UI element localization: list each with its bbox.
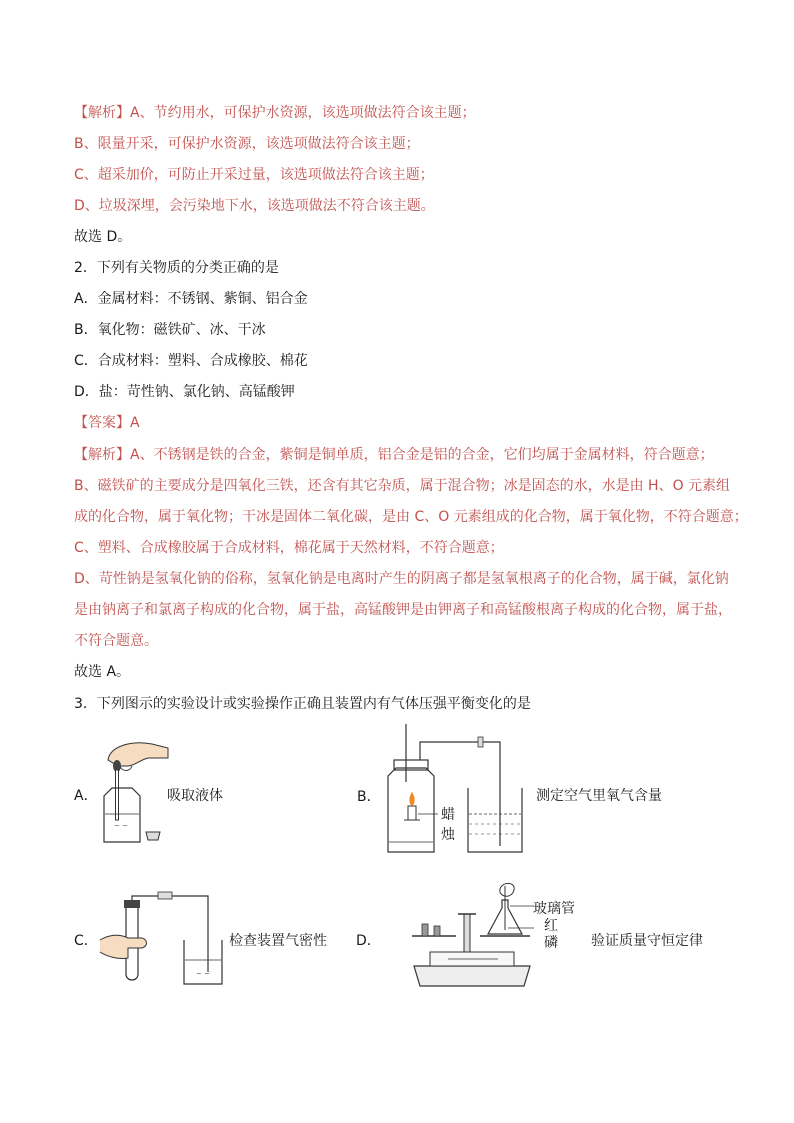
question-2-option-b: B．氧化物：磁铁矿、冰、干冰	[74, 322, 266, 338]
option-d-tube-label: 玻璃管	[533, 901, 575, 917]
svg-text:~ ~: ~ ~	[196, 970, 210, 978]
question-2-analysis-line-4: C、塑料、合成橡胶属于合成材料，棉花属于天然材料，不符合题意；	[74, 540, 504, 556]
option-b-candle-label-2: 烛	[441, 827, 455, 843]
question-2-answer	[74, 413, 140, 433]
question-2-analysis-line-2: B、磁铁矿的主要成分是四氧化三铁，还含有其它杂质，属于混合物；冰是固态的水，水是由 H、O 元素组	[74, 478, 731, 494]
option-b-label: B．	[357, 789, 381, 805]
airtightness-check-figure	[98, 894, 226, 988]
svg-text:~ ~: ~ ~	[114, 822, 128, 830]
option-a-label: A．	[74, 788, 98, 804]
question-2-analysis-line-7: 不符合题意。	[74, 633, 158, 649]
analysis-tag: 【解析】	[74, 447, 130, 463]
analysis-1-line-a	[74, 103, 476, 123]
question-2-analysis-line-6: 是由钠离子和氯离子构成的化合物，属于盐，高锰酸钾是由钾离子和高锰酸根离子构成的化合物，属于盐，	[74, 602, 732, 618]
option-b-caption: 测定空气里氧气含量	[536, 788, 662, 804]
analysis-tag: 【解析】	[74, 105, 130, 121]
option-d-phosphorus-label-2: 磷	[544, 935, 558, 951]
question-2-analysis-line-1	[74, 445, 714, 465]
option-d-caption: 验证质量守恒定律	[591, 933, 703, 949]
answer-value: A	[130, 415, 140, 431]
balance-flask-figure	[408, 878, 536, 990]
option-d-phosphorus-label-1: 红	[544, 918, 558, 934]
analysis-text: A、节约用水，可保护水资源，该选项做法符合该主题；	[130, 105, 476, 121]
option-b-candle-label-1: 蜡	[441, 807, 455, 823]
question-2-analysis-line-3: 成的化合物，属于氧化物；干冰是固体二氧化碳，是由 C、O 元素组成的化合物，属于氧化物，不符合题意；	[74, 509, 748, 525]
analysis-1-conclusion: 故选 D。	[74, 229, 132, 245]
analysis-text: A、不锈钢是铁的合金，紫铜是铜单质，铝合金是铝的合金，它们均属于金属材料，符合题意；	[130, 447, 714, 463]
option-c-label: C．	[74, 933, 98, 949]
question-2-option-c: C．合成材料：塑料、合成橡胶、棉花	[74, 353, 308, 369]
question-3-stem: 3．下列图示的实验设计或实验操作正确且装置内有气体压强平衡变化的是	[74, 696, 531, 712]
option-d-label: D．	[356, 933, 381, 949]
question-2-option-a: A．金属材料：不锈钢、紫铜、铝合金	[74, 291, 308, 307]
option-c-caption: 检查装置气密性	[229, 933, 327, 949]
answer-tag: 【答案】	[74, 415, 130, 431]
dropper-beaker-figure	[90, 736, 170, 851]
question-2-conclusion: 故选 A。	[74, 664, 131, 680]
analysis-1-line-c: C、超采加价，可防止开采过量，该选项做法符合该主题；	[74, 167, 434, 183]
question-2-option-d: D．盐：苛性钠、氯化钠、高锰酸钾	[74, 384, 295, 400]
analysis-1-line-b: B、限量开采，可保护水资源，该选项做法符合该主题；	[74, 136, 420, 152]
option-a-caption: 吸取液体	[167, 788, 223, 804]
question-2-analysis-line-5: D、苛性钠是氢氧化钠的俗称，氢氧化钠是电离时产生的阴离子都是氢氧根离子的化合物，属于碱，氯化钠	[74, 571, 729, 587]
question-2-stem: 2．下列有关物质的分类正确的是	[74, 260, 279, 276]
analysis-1-line-d: D、垃圾深埋，会污染地下水，该选项做法不符合该主题。	[74, 198, 435, 214]
